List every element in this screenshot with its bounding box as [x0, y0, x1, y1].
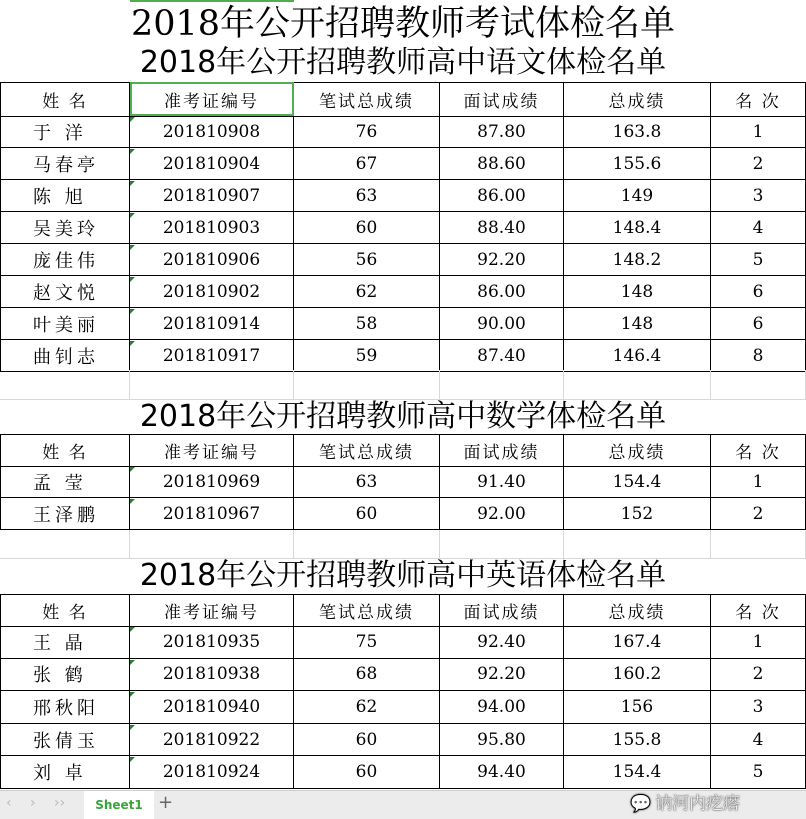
cell-interview-score[interactable]: 92.20 — [440, 244, 564, 276]
table-row — [0, 212, 806, 244]
cell-total-score[interactable]: 148.4 — [564, 212, 711, 244]
cell-name[interactable]: 王泽鹏 — [0, 498, 130, 530]
header-name[interactable]: 姓 名 — [0, 595, 130, 627]
cell-interview-score[interactable] — [440, 530, 564, 559]
cell-rank[interactable] — [711, 370, 806, 400]
header-interview-score[interactable]: 面试成绩 — [440, 435, 564, 467]
cell-interview-score[interactable]: 87.40 — [440, 340, 564, 372]
table-row — [0, 276, 806, 308]
header-written-score[interactable]: 笔试总成绩 — [294, 595, 440, 627]
table-row — [0, 626, 806, 659]
cell-exam-id[interactable] — [130, 530, 294, 559]
cell-name[interactable]: 曲钊志 — [0, 340, 130, 372]
table-row — [0, 148, 806, 180]
table-row — [0, 691, 806, 724]
cell-total-score[interactable]: 155.6 — [564, 148, 711, 180]
cell-rank[interactable]: 2 — [711, 659, 806, 692]
cell-interview-score[interactable] — [440, 370, 564, 400]
cell-rank[interactable]: 8 — [711, 340, 806, 372]
header-total-score[interactable]: 总成绩 — [564, 435, 711, 467]
header-written-score[interactable]: 笔试总成绩 — [294, 83, 440, 117]
cell-comment-marker — [130, 181, 135, 186]
tab-sheet1[interactable]: Sheet1 — [84, 791, 154, 819]
cell-written-score[interactable]: 67 — [294, 148, 440, 180]
cell-comment-marker — [130, 213, 135, 218]
cell-written-score[interactable]: 60 — [294, 724, 440, 757]
cell-exam-id[interactable]: 201810917 — [130, 340, 294, 372]
cell-name[interactable]: 叶美丽 — [0, 308, 130, 340]
prev-sheet-icon[interactable]: › — [30, 795, 36, 811]
header-exam-id[interactable]: 准考证编号 — [130, 83, 294, 117]
table-row — [0, 724, 806, 757]
cell-rank[interactable]: 3 — [711, 180, 806, 212]
cell-exam-id[interactable]: 201810940 — [130, 691, 294, 724]
cell-exam-id[interactable]: 201810967 — [130, 498, 294, 530]
table-row — [0, 244, 806, 276]
cell-name[interactable]: 张 鹤 — [0, 659, 130, 692]
cell-written-score[interactable]: 63 — [294, 466, 440, 498]
header-total-score[interactable]: 总成绩 — [564, 595, 711, 627]
cell-total-score[interactable]: 148 — [564, 276, 711, 308]
cell-name[interactable]: 马春亭 — [0, 148, 130, 180]
cell-exam-id[interactable]: 201810906 — [130, 244, 294, 276]
cell-comment-marker — [130, 341, 135, 346]
cell-comment-marker — [130, 627, 135, 632]
cell-total-score[interactable]: 148 — [564, 308, 711, 340]
cell-exam-id[interactable]: 201810902 — [130, 276, 294, 308]
cell-total-score[interactable]: 152 — [564, 498, 711, 530]
cell-name[interactable]: 于 洋 — [0, 116, 130, 148]
cell-exam-id[interactable]: 201810938 — [130, 659, 294, 692]
cell-name[interactable]: 张倩玉 — [0, 724, 130, 757]
header-rank[interactable]: 名 次 — [711, 435, 806, 467]
cell-rank[interactable]: 1 — [711, 116, 806, 148]
cell-interview-score[interactable]: 86.00 — [440, 180, 564, 212]
cell-written-score[interactable] — [294, 370, 440, 400]
section-title: 2018年公开招聘教师高中语文体检名单 — [139, 45, 667, 80]
header-written-score[interactable]: 笔试总成绩 — [294, 435, 440, 467]
header-name[interactable]: 姓 名 — [0, 435, 130, 467]
next-sheet-icon[interactable]: ›› — [54, 795, 66, 811]
section-title: 2018年公开招聘教师高中数学体检名单 — [139, 399, 667, 434]
cell-total-score[interactable]: 149 — [564, 180, 711, 212]
header-rank[interactable]: 名 次 — [711, 83, 806, 117]
cell-rank[interactable]: 5 — [711, 244, 806, 276]
table-row — [0, 340, 806, 372]
cell-interview-score[interactable]: 94.40 — [440, 756, 564, 789]
cell-rank[interactable]: 6 — [711, 308, 806, 340]
column-highlight — [130, 0, 294, 2]
table-row — [0, 756, 806, 789]
table-row — [0, 498, 806, 530]
cell-interview-score[interactable]: 92.40 — [440, 626, 564, 659]
cell-total-score[interactable]: 154.4 — [564, 466, 711, 498]
cell-interview-score[interactable]: 95.80 — [440, 724, 564, 757]
header-exam-id[interactable]: 准考证编号 — [130, 435, 294, 467]
table-row — [0, 659, 806, 692]
cell-written-score[interactable]: 56 — [294, 244, 440, 276]
table-row — [0, 116, 806, 148]
watermark — [630, 792, 740, 816]
header-rank[interactable]: 名 次 — [711, 595, 806, 627]
cell-written-score[interactable] — [294, 530, 440, 559]
cell-total-score[interactable]: 155.8 — [564, 724, 711, 757]
main-title: 2018年公开招聘教师考试体检名单 — [130, 4, 676, 44]
cell-exam-id[interactable]: 201810935 — [130, 626, 294, 659]
cell-exam-id[interactable]: 201810914 — [130, 308, 294, 340]
table-row — [0, 466, 806, 498]
blank-row — [0, 370, 806, 400]
cell-written-score[interactable]: 75 — [294, 626, 440, 659]
cell-written-score[interactable]: 59 — [294, 340, 440, 372]
cell-rank[interactable]: 1 — [711, 466, 806, 498]
cell-comment-marker — [130, 149, 135, 154]
cell-interview-score[interactable]: 91.40 — [440, 466, 564, 498]
cell-exam-id[interactable]: 201810922 — [130, 724, 294, 757]
cell-total-score[interactable]: 167.4 — [564, 626, 711, 659]
cell-comment-marker — [130, 277, 135, 282]
header-name[interactable]: 姓 名 — [0, 83, 130, 117]
selected-cell[interactable] — [130, 82, 294, 116]
watermark-text: 讷河内疙瘩 — [655, 794, 741, 814]
table-row — [0, 308, 806, 340]
cell-comment-marker — [130, 692, 135, 697]
cell-comment-marker — [130, 725, 135, 730]
cell-exam-id[interactable]: 201810904 — [130, 148, 294, 180]
cell-rank[interactable]: 5 — [711, 756, 806, 789]
table-row — [0, 180, 806, 212]
header-row — [0, 434, 806, 467]
cell-comment-marker — [130, 467, 135, 472]
header-row — [0, 82, 806, 117]
cell-comment-marker — [130, 757, 135, 762]
cell-interview-score[interactable]: 88.40 — [440, 212, 564, 244]
cell-name[interactable]: 孟 莹 — [0, 466, 130, 498]
cell-interview-score[interactable]: 86.00 — [440, 276, 564, 308]
header-interview-score[interactable]: 面试成绩 — [440, 83, 564, 117]
cell-total-score[interactable] — [564, 530, 711, 559]
cell-exam-id[interactable]: 201810907 — [130, 180, 294, 212]
cell-written-score[interactable]: 62 — [294, 276, 440, 308]
cell-interview-score[interactable]: 94.00 — [440, 691, 564, 724]
header-exam-id[interactable]: 准考证编号 — [130, 595, 294, 627]
cell-exam-id[interactable] — [130, 370, 294, 400]
cell-rank[interactable]: 6 — [711, 276, 806, 308]
header-total-score[interactable]: 总成绩 — [564, 83, 711, 117]
cell-exam-id[interactable]: 201810908 — [130, 116, 294, 148]
cell-name[interactable]: 王 晶 — [0, 626, 130, 659]
cell-written-score[interactable]: 58 — [294, 308, 440, 340]
cell-total-score[interactable]: 156 — [564, 691, 711, 724]
cell-written-score[interactable]: 76 — [294, 116, 440, 148]
cell-rank[interactable]: 4 — [711, 724, 806, 757]
cell-interview-score[interactable]: 88.60 — [440, 148, 564, 180]
cell-total-score[interactable]: 146.4 — [564, 340, 711, 372]
cell-comment-marker — [130, 309, 135, 314]
cell-name[interactable]: 赵文悦 — [0, 276, 130, 308]
cell-exam-id[interactable]: 201810924 — [130, 756, 294, 789]
cell-name[interactable] — [0, 530, 130, 559]
section-title: 2018年公开招聘教师高中英语体检名单 — [139, 558, 667, 593]
cell-interview-score[interactable]: 92.00 — [440, 498, 564, 530]
cell-written-score[interactable]: 60 — [294, 212, 440, 244]
cell-written-score[interactable]: 60 — [294, 756, 440, 789]
blank-row — [0, 530, 806, 559]
cell-rank[interactable]: 1 — [711, 626, 806, 659]
cell-total-score[interactable]: 160.2 — [564, 659, 711, 692]
wechat-icon: 💬 — [630, 794, 652, 814]
cell-written-score[interactable]: 62 — [294, 691, 440, 724]
cell-name[interactable]: 刘 卓 — [0, 756, 130, 789]
cell-name[interactable]: 庞佳伟 — [0, 244, 130, 276]
cell-rank[interactable] — [711, 530, 806, 559]
cell-exam-id[interactable]: 201810903 — [130, 212, 294, 244]
cell-name[interactable]: 邢秋阳 — [0, 691, 130, 724]
header-interview-score[interactable]: 面试成绩 — [440, 595, 564, 627]
cell-total-score[interactable]: 154.4 — [564, 756, 711, 789]
header-row — [0, 594, 806, 627]
cell-written-score[interactable]: 60 — [294, 498, 440, 530]
cell-written-score[interactable]: 68 — [294, 659, 440, 692]
cell-interview-score[interactable]: 90.00 — [440, 308, 564, 340]
cell-rank[interactable]: 3 — [711, 691, 806, 724]
cell-name[interactable] — [0, 370, 130, 400]
cell-written-score[interactable]: 63 — [294, 180, 440, 212]
first-sheet-icon[interactable]: ‹ — [6, 795, 12, 811]
add-sheet-button[interactable]: + — [158, 792, 174, 813]
cell-interview-score[interactable]: 87.80 — [440, 116, 564, 148]
cell-comment-marker — [130, 117, 135, 122]
cell-rank[interactable]: 2 — [711, 498, 806, 530]
cell-total-score[interactable] — [564, 370, 711, 400]
cell-comment-marker — [130, 660, 135, 665]
cell-comment-marker — [130, 499, 135, 504]
cell-name[interactable]: 陈 旭 — [0, 180, 130, 212]
cell-rank[interactable]: 2 — [711, 148, 806, 180]
cell-interview-score[interactable]: 92.20 — [440, 659, 564, 692]
cell-total-score[interactable]: 163.8 — [564, 116, 711, 148]
cell-name[interactable]: 吴美玲 — [0, 212, 130, 244]
cell-comment-marker — [130, 245, 135, 250]
cell-exam-id[interactable]: 201810969 — [130, 466, 294, 498]
cell-total-score[interactable]: 148.2 — [564, 244, 711, 276]
cell-rank[interactable]: 4 — [711, 212, 806, 244]
